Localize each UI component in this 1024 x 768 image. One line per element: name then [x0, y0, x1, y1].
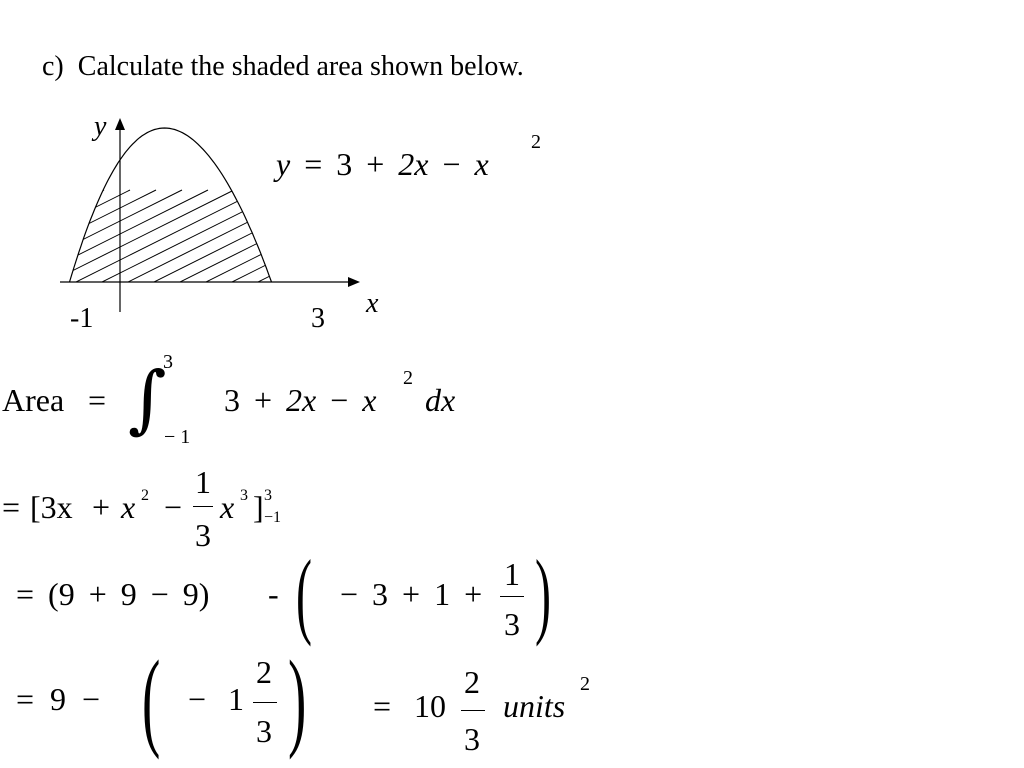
- line4-open-paren: (: [142, 638, 161, 760]
- area-word: Area: [2, 382, 65, 418]
- line2-cube-var: x: [220, 489, 235, 525]
- eq-sign: =: [304, 146, 323, 182]
- shading-hatch: [0, 190, 624, 300]
- line4-units-exp: 2: [580, 673, 590, 695]
- integrand-minus: −: [330, 382, 349, 418]
- x-axis-arrow-icon: [348, 277, 360, 287]
- hatch-line: [0, 190, 104, 300]
- x-tick-minus-one: -1: [70, 303, 94, 334]
- y-axis-arrow-icon: [115, 118, 125, 130]
- line4-units: units: [503, 688, 566, 724]
- x-axis-label: x: [366, 288, 379, 319]
- eq-plus: +: [366, 146, 385, 182]
- hatch-line: [0, 190, 130, 300]
- line3-frac-den: 3: [504, 606, 520, 642]
- line4-result-bar: [461, 710, 485, 711]
- line3-inner: − 3 + 1 +: [340, 576, 483, 612]
- line3-frac-bar: [500, 596, 524, 597]
- line2-exp: 2: [141, 487, 149, 504]
- hatch-line: [378, 190, 598, 300]
- integrand-const: 3: [224, 382, 240, 418]
- line2-var: x: [121, 489, 136, 525]
- line4-whole: 1: [228, 681, 244, 717]
- x-tick-three: 3: [311, 303, 325, 334]
- line4-eq: =: [373, 688, 392, 724]
- line4-frac-num: 2: [256, 654, 272, 690]
- area-eq: =: [88, 382, 107, 418]
- line4-result-den: 3: [464, 721, 480, 757]
- line2-lower: −1: [264, 509, 282, 526]
- line3-first: = (9 + 9 − 9): [16, 576, 210, 612]
- eq-exponent: 2: [531, 131, 541, 153]
- eq-lhs: y: [276, 146, 291, 182]
- eq-minus: −: [442, 146, 461, 182]
- hatch-line: [326, 190, 546, 300]
- line2-plus: +: [92, 489, 111, 525]
- integrand: [224, 384, 377, 416]
- y-axis-label: y: [94, 111, 107, 142]
- integrand-var: x: [362, 382, 377, 418]
- line2-open: [3x: [30, 489, 73, 525]
- line4-inner-minus: −: [188, 681, 207, 717]
- line3-dash: -: [268, 576, 279, 612]
- line2-cube-exp: 3: [240, 487, 248, 504]
- line4-first: = 9 −: [16, 681, 101, 717]
- integrand-linear: 2x: [286, 382, 317, 418]
- line2-frac-den: 3: [195, 517, 211, 553]
- hatch-line: [0, 190, 156, 300]
- integral-sign: ∫: [128, 356, 167, 442]
- curve-equation: [276, 148, 489, 180]
- eq-linear: 2x: [398, 146, 429, 182]
- eq-var: x: [474, 146, 489, 182]
- line4-result-num: 2: [464, 664, 480, 700]
- line4-frac-den: 3: [256, 713, 272, 749]
- hatch-line: [248, 190, 468, 300]
- question-text: Calculate the shaded area shown below.: [77, 51, 524, 82]
- hatch-line: [300, 190, 520, 300]
- upper-limit: 3: [163, 351, 173, 373]
- line2-frac-num: 1: [195, 464, 211, 500]
- line3-close-paren: ): [535, 540, 551, 647]
- line2-minus: −: [164, 489, 183, 525]
- hatch-line: [0, 190, 182, 300]
- line2-upper: 3: [264, 487, 272, 504]
- lower-limit: − 1: [164, 426, 191, 448]
- integrand-plus: +: [254, 382, 273, 418]
- line3-frac-num: 1: [504, 556, 520, 592]
- hatch-line: [352, 190, 572, 300]
- question-label: c): [42, 51, 64, 82]
- eq-const: 3: [336, 146, 353, 182]
- line2-close: ]: [253, 489, 264, 525]
- integrand-exponent: 2: [403, 367, 413, 389]
- line4-close-paren: ): [288, 638, 307, 760]
- line4-frac-bar: [253, 702, 277, 703]
- line2-frac-bar: [193, 506, 213, 507]
- hatch-line: [404, 190, 624, 300]
- hatch-line: [274, 190, 494, 300]
- line4-result-whole: 10: [414, 688, 446, 724]
- integrand-dx: dx: [425, 382, 456, 418]
- line3-open-paren: (: [296, 540, 312, 647]
- line2-eq: =: [2, 489, 21, 525]
